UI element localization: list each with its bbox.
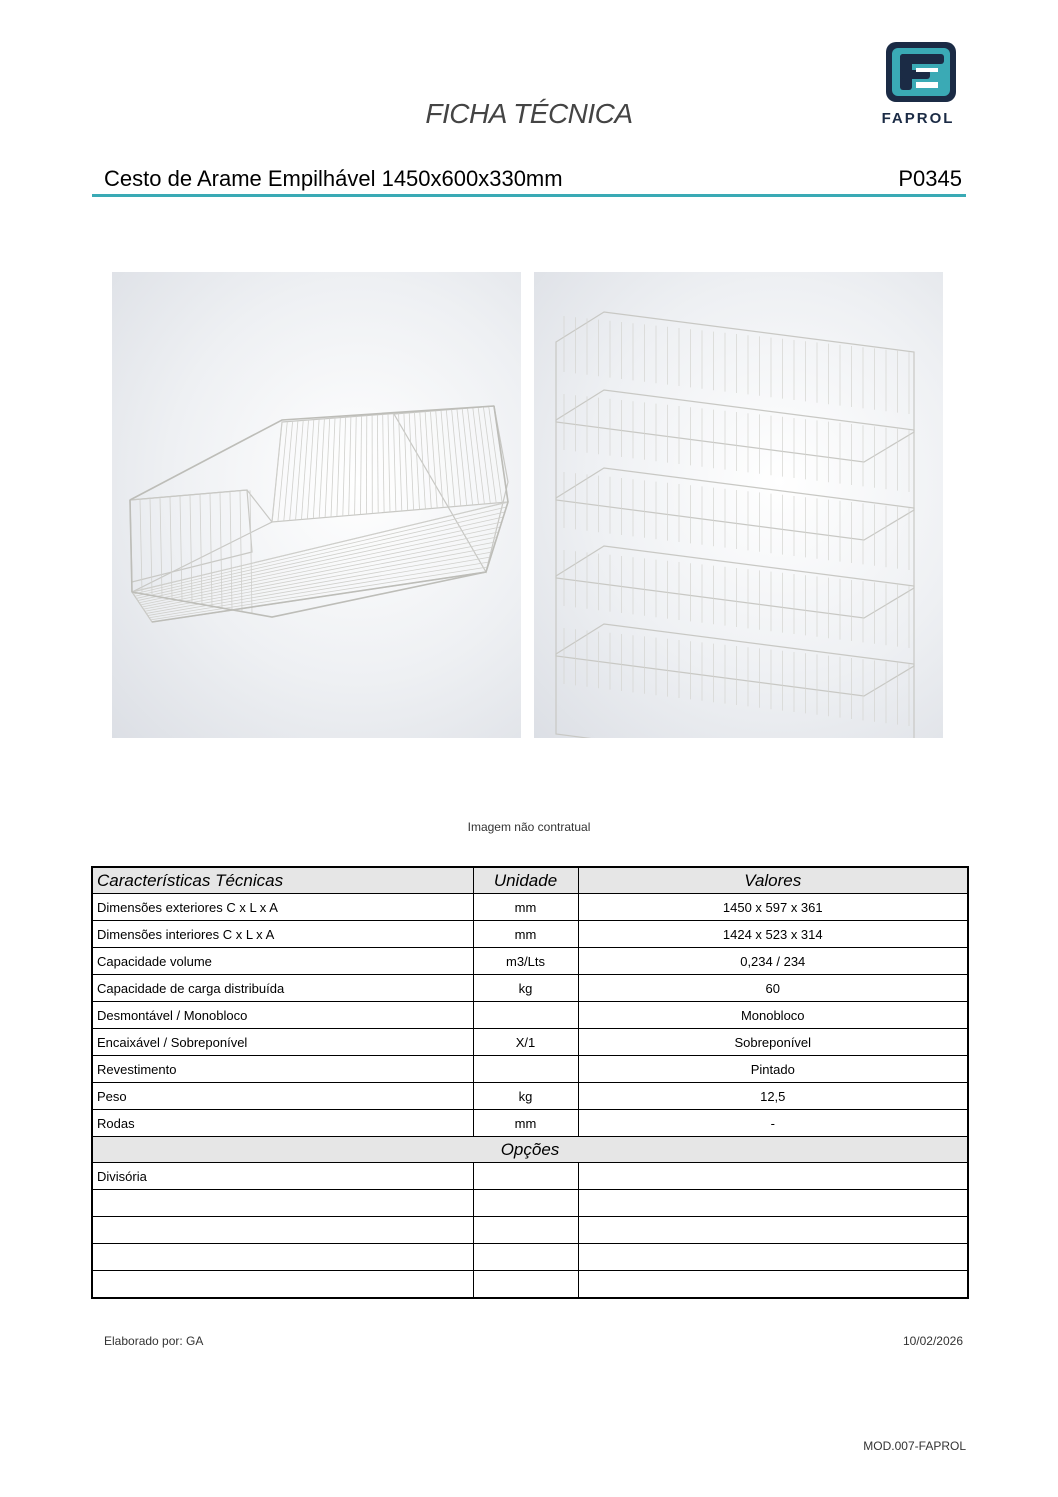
header-divider: [92, 194, 966, 197]
table-row: [92, 894, 968, 921]
spec-unit-cell: m3/Lts: [473, 948, 578, 975]
spec-unit-cell: mm: [473, 1110, 578, 1137]
spec-value-cell: [578, 1217, 968, 1244]
product-code: P0345: [898, 166, 962, 191]
header-characteristics: Características Técnicas: [92, 867, 473, 894]
header-unit: Unidade: [473, 867, 578, 894]
table-row: [92, 948, 968, 975]
spec-unit-cell: kg: [473, 975, 578, 1002]
spec-name-cell: Divisória: [92, 1163, 473, 1190]
spec-name-cell: Capacidade volume: [92, 948, 473, 975]
product-name: Cesto de Arame Empilhável 1450x600x330mm: [104, 166, 563, 191]
table-row: [92, 1110, 968, 1137]
spec-unit-cell: X/1: [473, 1029, 578, 1056]
spec-name-cell: Rodas: [92, 1110, 473, 1137]
spec-unit-cell: [473, 1163, 578, 1190]
spec-value-cell: 1424 x 523 x 314: [578, 921, 968, 948]
spec-value-cell: Pintado: [578, 1056, 968, 1083]
spec-unit-cell: [473, 1271, 578, 1299]
product-photo-single-basket: [112, 272, 521, 738]
spec-value-cell: 12,5: [578, 1083, 968, 1110]
spec-unit-cell: [473, 1190, 578, 1217]
table-row: [92, 1163, 968, 1190]
table-row: [92, 921, 968, 948]
spec-unit-cell: [473, 1002, 578, 1029]
technical-specs-table: [91, 866, 969, 1299]
spec-value-cell: 0,234 / 234: [578, 948, 968, 975]
table-row: [92, 1244, 968, 1271]
spec-value-cell: Monobloco: [578, 1002, 968, 1029]
document-date: 10/02/2026: [902, 1334, 963, 1348]
options-header: Opções: [92, 1137, 968, 1163]
spec-name-cell: [92, 1190, 473, 1217]
prepared-by: Elaborado por: GA: [104, 1334, 204, 1348]
spec-value-cell: Sobreponível: [578, 1029, 968, 1056]
spec-name-cell: Revestimento: [92, 1056, 473, 1083]
spec-unit-cell: [473, 1244, 578, 1271]
spec-name-cell: [92, 1217, 473, 1244]
table-row: [92, 1083, 968, 1110]
table-row: [92, 1190, 968, 1217]
spec-name-cell: Dimensões interiores C x L x A: [92, 921, 473, 948]
options-header-row: [92, 1137, 968, 1163]
table-row: [92, 1056, 968, 1083]
header-values: Valores: [578, 867, 968, 894]
spec-name-cell: Encaixável / Sobreponível: [92, 1029, 473, 1056]
spec-name-cell: Dimensões exteriores C x L x A: [92, 894, 473, 921]
image-disclaimer: Imagem não contratual: [467, 820, 591, 834]
spec-value-cell: [578, 1190, 968, 1217]
table-row: [92, 1271, 968, 1299]
table-row: [92, 975, 968, 1002]
spec-value-cell: -: [578, 1110, 968, 1137]
spec-name-cell: [92, 1244, 473, 1271]
spec-name-cell: Capacidade de carga distribuída: [92, 975, 473, 1002]
spec-value-cell: [578, 1271, 968, 1299]
table-row: [92, 1002, 968, 1029]
spec-value-cell: 60: [578, 975, 968, 1002]
spec-name-cell: Desmontável / Monobloco: [92, 1002, 473, 1029]
logo-wordmark: FAPROL: [881, 110, 955, 127]
stacked-baskets-illustration: [534, 272, 943, 738]
wire-basket-illustration: [112, 272, 521, 738]
table-header-row: [92, 867, 968, 894]
spec-value-cell: 1450 x 597 x 361: [578, 894, 968, 921]
spec-unit-cell: mm: [473, 894, 578, 921]
spec-unit-cell: [473, 1217, 578, 1244]
spec-unit-cell: mm: [473, 921, 578, 948]
product-photo-stacked-baskets: [534, 272, 943, 738]
table-row: [92, 1029, 968, 1056]
spec-unit-cell: [473, 1056, 578, 1083]
product-header: [92, 166, 966, 196]
form-code: MOD.007-FAPROL: [863, 1439, 966, 1453]
spec-name-cell: [92, 1271, 473, 1299]
spec-value-cell: [578, 1163, 968, 1190]
spec-unit-cell: kg: [473, 1083, 578, 1110]
table-row: [92, 1217, 968, 1244]
spec-name-cell: Peso: [92, 1083, 473, 1110]
document-title: FICHA TÉCNICA: [425, 98, 633, 129]
spec-value-cell: [578, 1244, 968, 1271]
